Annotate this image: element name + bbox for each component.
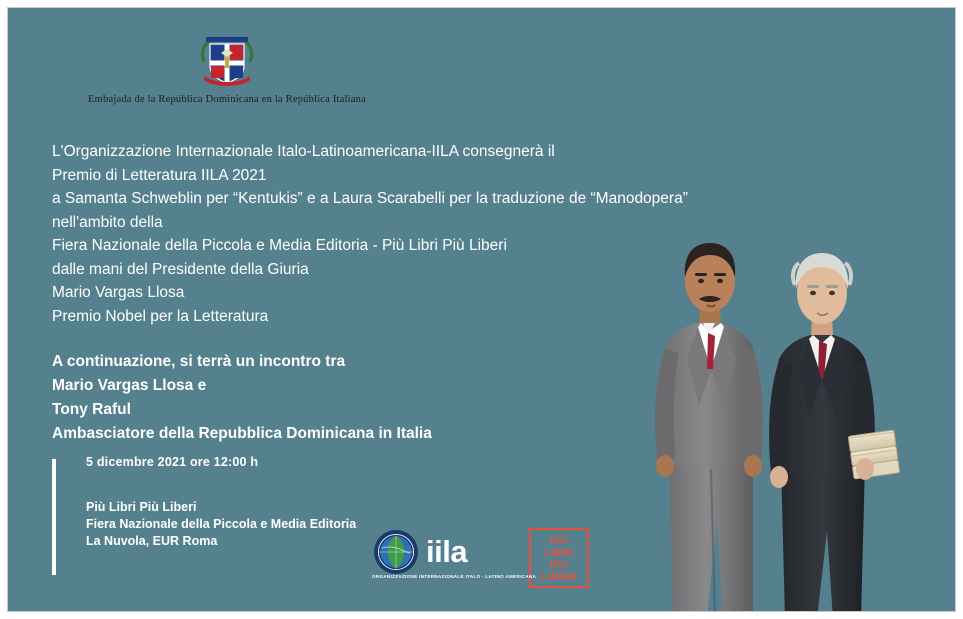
plpl-line: PIÙ xyxy=(549,535,569,547)
conversation-line: A continuazione, si terrà un incontro tra xyxy=(52,353,346,370)
announcement-line: dalle mani del Presidente della Giuria xyxy=(52,260,309,278)
conversation-line: Mario Vargas Llosa e xyxy=(52,377,207,394)
event-date: 5 dicembre 2021 ore 12:00 h xyxy=(86,455,259,469)
iila-wordmark: iila xyxy=(426,534,468,569)
iila-globe-icon xyxy=(372,528,420,576)
venue-line: Più Libri Più Liberi xyxy=(86,500,197,514)
announcement-line: Mario Vargas Llosa xyxy=(52,284,185,301)
venue-line: Fiera Nazionale della Piccola e Media Editoria xyxy=(86,517,357,531)
announcement-line: Premio di Letteratura IILA 2021 xyxy=(52,166,267,184)
announcement-line: Premio Nobel per la Letteratura xyxy=(52,307,269,325)
plpl-line: LIBERI xyxy=(540,571,578,583)
announcement-line: a Samanta Schweblin per “Kentukis” e a Laura Scarabelli per la traduzione de “Manodopera” xyxy=(52,190,688,207)
dominican-republic-coat-of-arms-icon xyxy=(196,32,258,88)
announcement-line: Fiera Nazionale della Piccola e Media Editoria - Più Libri Più Liberi xyxy=(52,237,507,254)
conversation-line: Tony Raful xyxy=(52,401,131,418)
photo-two-men-standing xyxy=(603,219,963,619)
announcement-line: L'Organizzazione Internazionale Italo-Latinoamericana-IILA consegnerà il xyxy=(52,143,555,160)
plpl-line: PIÙ xyxy=(549,559,569,571)
event-venue xyxy=(86,499,356,550)
iila-logo xyxy=(372,528,537,579)
piu-libri-piu-liberi-logo xyxy=(529,528,589,588)
embassy-caption: Embajada de la República Dominicana en la República Italiana xyxy=(88,94,366,105)
iila-subtitle: ORGANIZZAZIONE INTERNAZIONALE ITALO - LATINO AMERICANA xyxy=(372,574,537,579)
conversation-line: Ambasciatore della Repubblica Dominicana in Italia xyxy=(52,425,432,442)
details-accent-bar xyxy=(52,459,56,575)
embassy-header xyxy=(52,32,402,105)
event-details xyxy=(52,455,356,550)
announcement-line: nell'ambito della xyxy=(52,213,163,231)
venue-line: La Nuvola, EUR Roma xyxy=(86,534,218,548)
logo-row xyxy=(372,528,589,588)
plpl-line: LIBRI xyxy=(544,547,574,559)
